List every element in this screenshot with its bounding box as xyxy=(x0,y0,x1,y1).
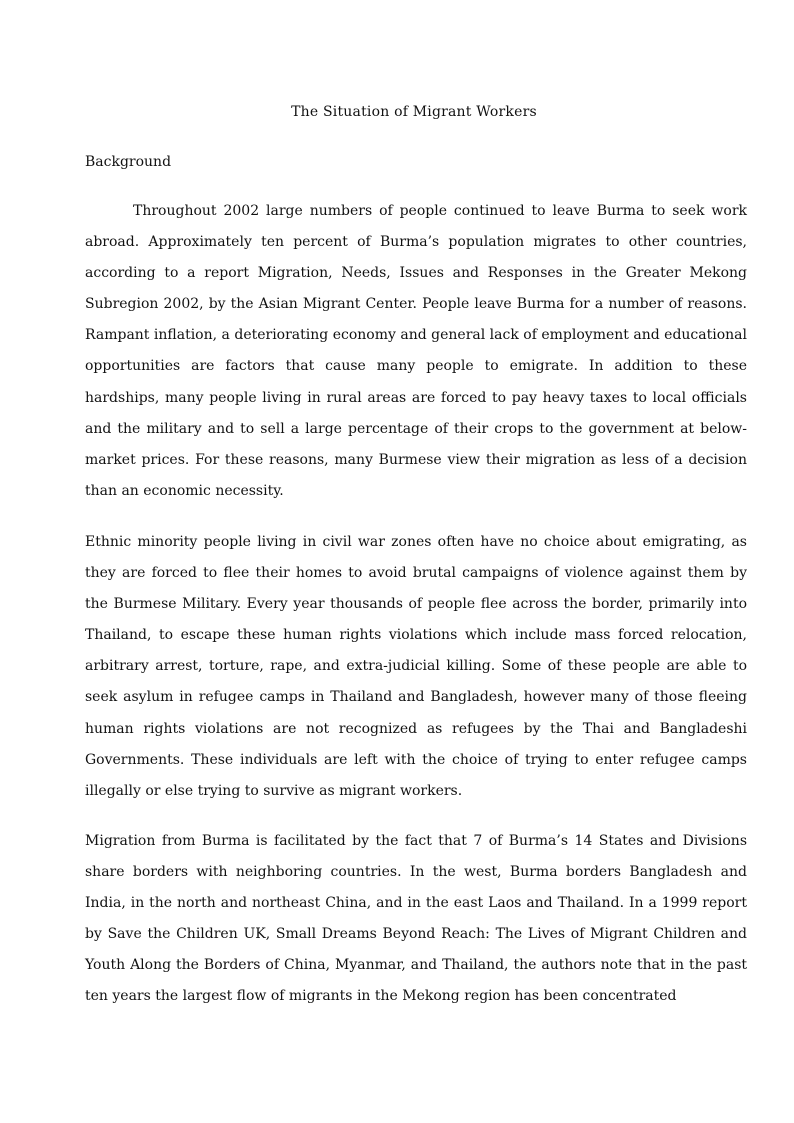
section-heading: Background xyxy=(85,154,172,170)
body-paragraph-1: Throughout 2002 large numbers of people continued to leave Burma to seek work abroad. Approximately ten percent of Burma’s population migrates to other countries, according to a report Migration, Needs, Issues and Responses in the Greater Mekong Subregion 2002, by the Asian Migrant Center. People leave Burma for a number of reasons. Rampant inflation, a deteriorating economy and general lack of employment and educational opportunities are factors that cause many people to emigrate. In addition to these hardships, many people living in rural areas are forced to pay heavy taxes to local officials and the military and to sell a large percentage of their crops to the government at below-market prices. For these reasons, many Burmese view their migration as less of a decision than an economic necessity. xyxy=(85,203,747,499)
body-paragraph-3: Migration from Burma is facilitated by the fact that 7 of Burma’s 14 States and Divisions share borders with neighboring countries. In the west, Burma borders Bangladesh and India, in the north and northeast China, and in the east Laos and Thailand. In a 1999 report by Save the Children UK, Small Dreams Beyond Reach: The Lives of Migrant Children and Youth Along the Borders of China, Myanmar, and Thailand, the authors note that in the past ten years the largest flow of migrants in the Mekong region has been concentrated xyxy=(85,833,747,1005)
body-paragraph-2: Ethnic minority people living in civil war zones often have no choice about emigrating, as they are forced to flee their homes to avoid brutal campaigns of violence against them by the Burmese Military. Every year thousands of people flee across the border, primarily into Thailand, to escape these human rights violations which include mass forced relocation, arbitrary arrest, torture, rape, and extra-judicial killing. Some of these people are able to seek asylum in refugee camps in Thailand and Bangladesh, however many of those fleeing human rights violations are not recognized as refugees by the Thai and Bangladeshi Governments. These individuals are left with the choice of trying to enter refugee camps illegally or else trying to survive as migrant workers. xyxy=(85,534,747,799)
page-title: The Situation of Migrant Workers xyxy=(291,104,537,120)
